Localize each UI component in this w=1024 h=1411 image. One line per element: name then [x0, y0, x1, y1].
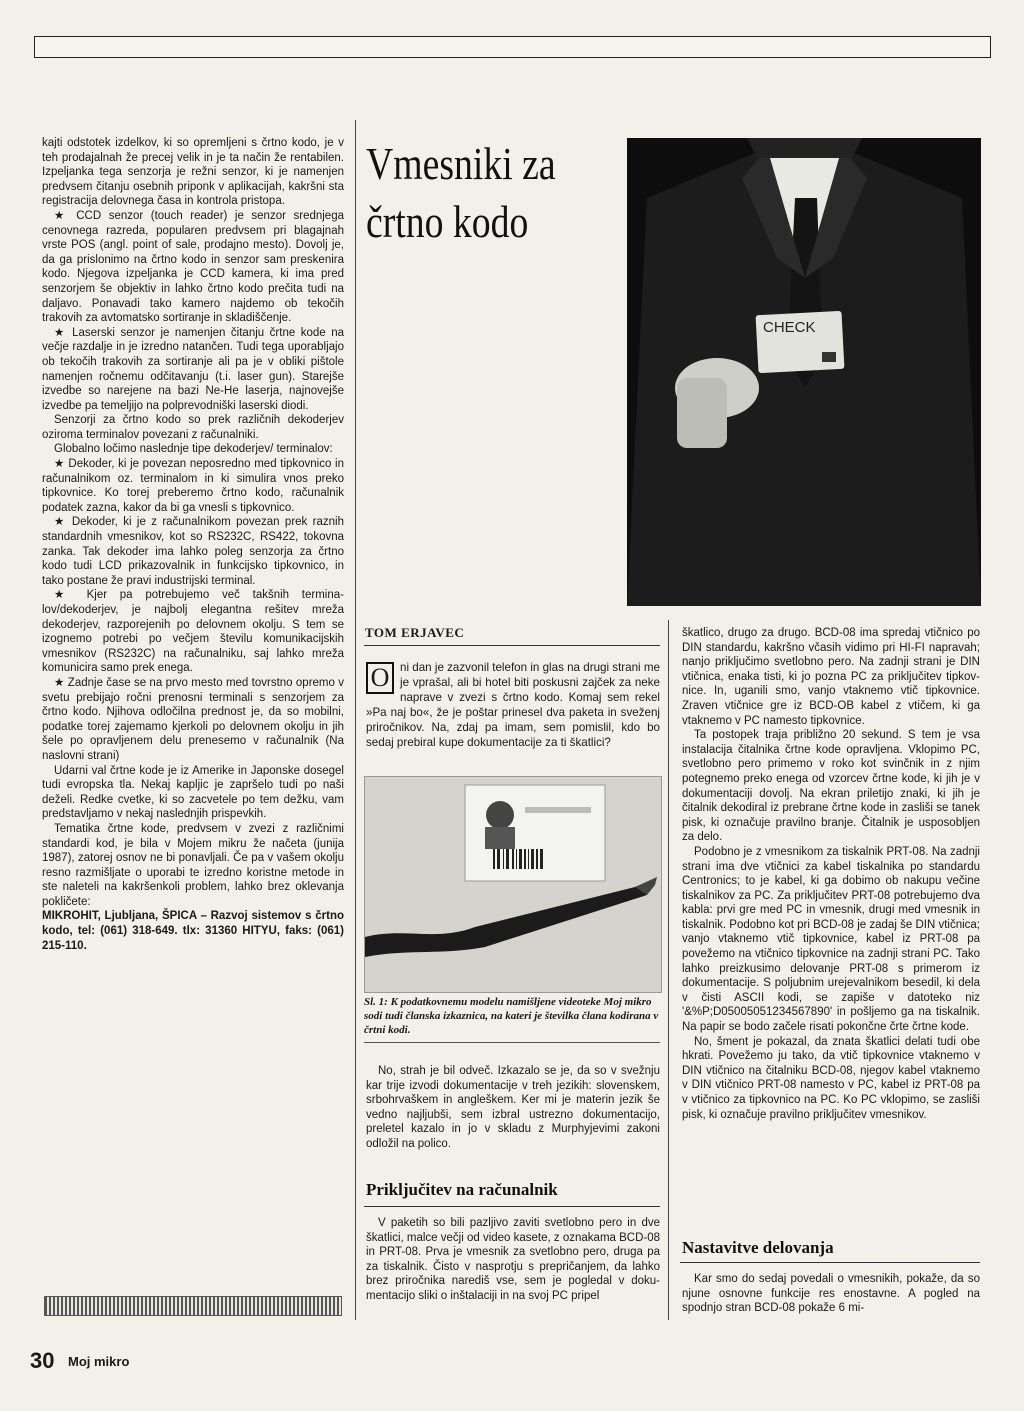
paragraph: V paketih so bili pazljivo zaviti svetlobno pero in dve škatlici, malce večji od video kasete, z oznakama BCD-08 in PRT-08. Prva je vmesnik za svetlobno pero, druga pa za tiskalnik. Čisto v nasprotju s prepričanjem, da lahko brez priročnika narediš vse, sem je pogledal v dokumentacijo sliki o inštalaciji in na svoj PC pripel: [366, 1217, 661, 1302]
header-bar: [34, 36, 991, 58]
caption-rule: [364, 1042, 660, 1043]
paragraph: ★ Zadnje čase se na prvo mesto med tovrstno opremo v svetu prebijajo ročni prenosni terminali s senzorjem za črtno kodo. Njihova odločilna prednost je, da so mobilni, podatke torej zajemamo kjerkoli po delovnem okolju in jih šele po opravljenem delu prenesemo v računalnik (Na naslovni strani): [42, 676, 344, 762]
column-divider: [668, 620, 669, 1320]
paragraph: ★ CCD senzor (touch reader) je senzor srednjega cenovnega razreda, popularen predvsem pri blagajnah vrste POS (angl. point of sale, prodajno mesto). Dovolj je, da ga prislonimo na črtno kodo in senzor sam preskenira kodo. Njegova izpeljanka je CCD kamera, ki ima pred senzorjem še objektiv in lahko črtno kodo prečita tudi na daljavo. Ponavadi tako kamero najdemo ob tekočih trakovih za avtomatsko sortiranje in skladiščenje.: [42, 209, 344, 325]
paragraph: No, šment je pokazal, da znata škatlici delati tudi obe hkrati. Povežemo ju tako, da vtič tipkovnice vtaknemo v DIN vtičnico na čitalniku BCD-08, njegov kabel vtaknemo v DIN vtičnico PRT-08 namesto v PC, kabel iz PRT-08 pa v vtičnico za tipkovnico na PC. Ko PC vklopimo, se zasliši pisk, ki označuje pravilno priključitev vmesnikov.: [682, 1035, 980, 1121]
paragraph: Globalno ločimo naslednje tipe dekoderjev/ terminalov:: [54, 443, 333, 456]
paragraph: No, strah je bil odveč. Izkazalo se je, da so v svežnju kar trije izvodi dokumentacije v treh jezikih: slovenskem, srbohrvaškem in angleškem. Ker mi je materin jezik še vedno najljubši, sem izbral ustrezno dokumentacijo, preletel kazalo in jo v skladu z Murphyjevimi zakoni odložil na polico.: [366, 1065, 660, 1150]
author-rule: [364, 645, 660, 646]
article-title: [366, 135, 579, 251]
paragraph: ★ Kjer pa potrebujemo več takšnih terminalov/dekoderjev, je najbolj elegantna rešitev mreža dekoderjev, razporejenih po delovnem okolju. S tem se izognemo potrebi po večjem številu komunikacijskih vmesnikov (RS232C) na računalniku, saj lahko mreža komunicira samo prek enega.: [42, 589, 344, 675]
paragraph: Ta postopek traja približno 20 sekund. S tem je vsa instalacija čitalnika črtne kode opravljena. Vklopimo PC, svetlobno pero primemo v roko kot svinčnik in z njim potegnemo preko enega od vzorcev črtne kode, ki jih je v dokumentaciji dovolj. Na ekran priletijo znaki, ki jih je čitalnik dekodiral iz prebrane črtne kode in zasliši se tanek pisk, ki označuje pravilno branje. Čitalnik je usposobljen za delo.: [682, 729, 980, 844]
paragraph: Kar smo do sedaj povedali o vmesnikih, pokaže, da so njune osnovne funkcije res enostavne. A pogled na spodnjo stran BCD-08 pokaže 6 mi-: [682, 1273, 980, 1315]
page-number: 30: [30, 1348, 55, 1373]
paragraph: Senzorji za črtno kodo so prek različnih dekoderjev oziroma terminalov povezani z računalniki.: [42, 414, 344, 441]
paragraph: ★ Dekoder, ki je z računalnikom povezan prek raznih standardnih vmesnikov, kot so RS232C, RS422, tokovna zanka. Tak dekoder ima lahko poleg senzorja za črtno kodo tudi LCD prikazovalnik in funkcijsko tipkovnico, in tako postane že pravi industrijski terminal.: [42, 516, 344, 587]
paragraph: Podobno je z vmesnikom za tiskalnik PRT-08. Na zadnji strani ima dve vtičnici za kabel tiskalnika po standardu Centronics; to je kabel, ki ga dobimo ob nakupu večine tiskalnikov za PC. Za priključitev PRT-08 potrebujemo dva kabla: prvi gre med PC in vmesnik, drugi med vmesnik in tiskalnik. Podobno kot pri BCD-08 je zadaj še DIN vtičnica; vanjo vtaknemo vtič tipkovnice, kabel iz PRT-08 pa povežemo na vtičnico tipkovnice na zadnji strani PC. Tako lahko preizkusimo delovanje PRT-08 s primerom iz dokumentacije. S poljubnim urejevalnikom besedil, ki dela v čisti ASCII kodi, se zapiše v datoteko niz '&%P;D05005051234567890' in pošljemo ga na tiskalnik. Na papir se bodo začele risati pokončne črte črtne kode.: [682, 845, 980, 1034]
paragraph: Udarni val črtne kode je iz Amerike in Japonske dosegel tudi evropska tla. Nekaj kapljic je zapršelo tudi po naši deželi. Redke cvetke, ki so zacvetele po tem dežku, vam predstavljamo v nekaj naslednjih prispevkih.: [42, 764, 344, 821]
paragraph: ★ Dekoder, ki je povezan neposredno med tipkovnico in računalnikom oz. terminalom in ki simulira vnos preko tipkovnice. Ko torej preberemo črtno kodo, računalnik podatek zazna, kakor da bi ga vnesli s tipkovnico.: [42, 458, 344, 514]
section-heading: Priključitev na računalnik: [366, 1180, 558, 1199]
column-divider: [355, 120, 356, 1320]
light-pen-and-card-illustration: [365, 777, 661, 992]
paragraph: ★ Laserski senzor je namenjen čitanju črtne kode na večje razdalje in je izredno natančen. Tudi tega uporabljajo ob tekočih trakovih za sortiranje ali pa je v obliki pištole namenjen ročnemu odčitavanju (t.i. laser gun). Starejše izvedbe so narejene na bazi Ne-He laserja, najnovejše izvedbe pa temeljijo na polprevodniški laserski diodi.: [42, 326, 344, 412]
article-column-middle: [366, 1064, 660, 1152]
heading-rule: [680, 1262, 980, 1263]
section-heading: Nastavitve delovanja: [682, 1238, 834, 1257]
lead-text: ni dan je zazvonil telefon in glas na drugi strani me je vprašal, ali bi hotel biti poskusni zajček za neke naprave v zvezi s črtno kodo. Komaj sem rekel »Pa naj bo«, že je poštar prinesel dva paketa in sveženj priročnikov. Na, zdaj pa imam, sem pomislil, kdo bo sedaj prebiral kupe dokumentacije za ti škatlici?: [366, 661, 660, 749]
title-line: Vmesniki za: [366, 138, 556, 189]
article-column-right: [682, 626, 980, 1122]
paragraph: škatlico, drugo za drugo. BCD-08 ima spredaj vtičnico po DIN standardu, kakršno včasih vidimo pri HI-FI napravah; nanjo priključimo svetlobno pero. Na zadnji strani je DIN vtičnica, enaka tisti, ki jo pozna PC za priključitev tipkovnice. In, uganili smo, vanjo vtaknemo vtič tipkovnice. Zraven vtičnice gre iz BCD-OB kabel z vtičem, ki ga vtaknemo v PC namesto tipkovnice.: [682, 627, 980, 727]
drop-cap: O: [366, 662, 394, 694]
article-column-left: [42, 136, 344, 953]
lead-paragraph: [366, 660, 660, 750]
man-holding-card-illustration: [627, 138, 981, 606]
article-column-middle-lower: [366, 1216, 660, 1304]
heading-rule: [364, 1206, 660, 1207]
author-name: TOM ERJAVEC: [365, 625, 465, 640]
decorative-stripe: [44, 1296, 342, 1316]
magazine-name: Moj mikro: [68, 1354, 130, 1369]
card-label: CHECK: [763, 319, 816, 336]
paragraph: Tematika črtne kode, predvsem v zvezi z različnimi standardi kod, je bila v Mojem mikru že načeta (junija 1987), zatorej osnov ne bi ponavljali. Če pa v vašem okolju resno razmišljate o uporabi te izredno koristne metode in ste naleteli na kakršenkoli problem, lahko brez oklevanja pokličete:: [42, 822, 344, 908]
figure-caption: Sl. 1: K podatkovnemu modelu namišljene videoteke Moj mikro sodi tudi članska izkaznica, na kateri je številka člana kodirana v črtni kodi.: [364, 996, 659, 1036]
hero-photo: [627, 138, 981, 606]
contact-info: MIKROHIT, Ljubljana, ŠPICA – Razvoj sistemov s črtno kodo, tel: (061) 318-649. tlx: 31360 HITYU, faks: (061) 215-110.: [42, 910, 344, 952]
figure-photo: [364, 776, 662, 993]
paragraph: kajti odstotek izdelkov, ki so opremljeni s črtno kodo, je v teh prodajalnah že precej velik in je ta način že rentabilen. Izpeljanka tega senzorja je režni senzor, ki je namenjen predvsem čitanju osebnih priponk v aplikacijah, kakršni sta registracija delovnega časa in kontrola pristopa.: [42, 137, 344, 208]
title-line: črtno kodo: [366, 196, 529, 247]
article-column-right-lower: [682, 1272, 980, 1316]
